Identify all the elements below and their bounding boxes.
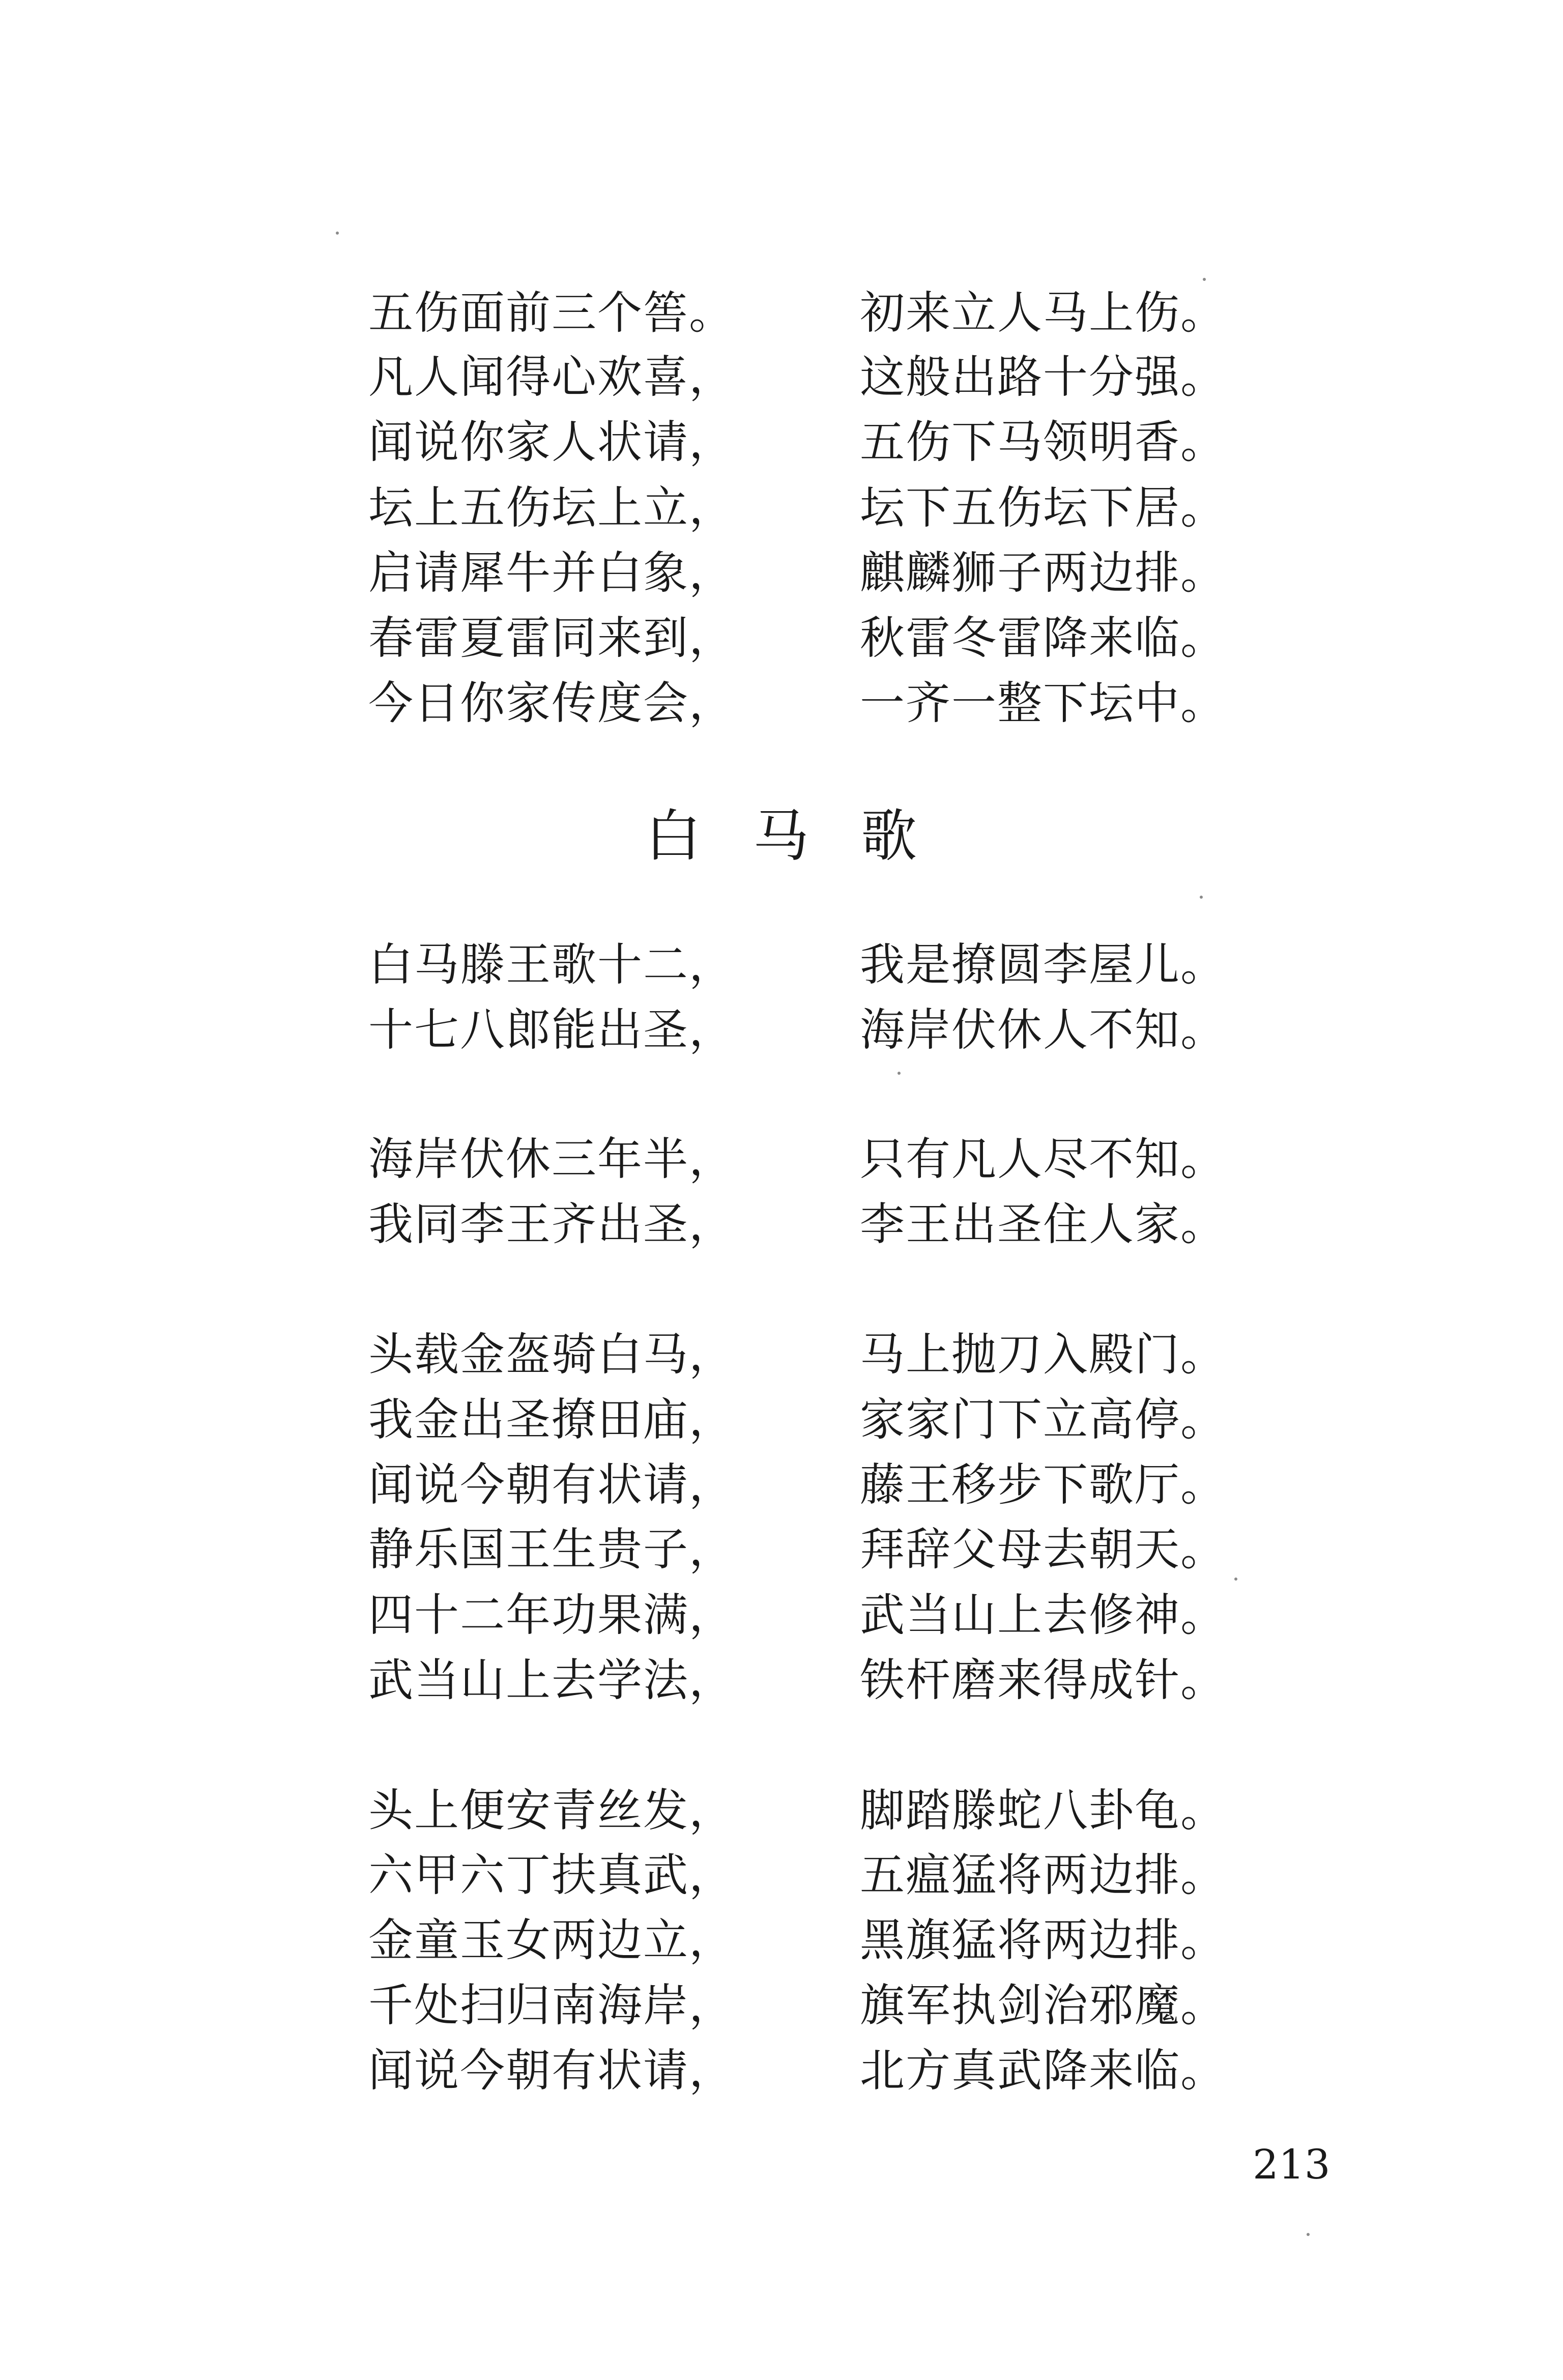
page-number: 213: [1253, 2141, 1330, 2188]
verse-right-8: 我是撩圆李屋儿。: [860, 938, 1227, 991]
scan-speck: [1307, 2233, 1310, 2236]
verse-right-11: 李王出圣住人家。: [860, 1198, 1227, 1250]
verse-left-18: 头上便安青丝发，: [368, 1784, 735, 1837]
verse-left-12: 头载金盔骑白马，: [368, 1328, 735, 1381]
verse-right-10: 只有凡人尽不知。: [860, 1133, 1227, 1185]
verse-left-1: 五伤面前三个筶。: [368, 286, 735, 339]
title-char-1: 白: [645, 804, 702, 869]
verse-left-22: 闻说今朝有状请，: [368, 2044, 735, 2097]
verse-right-22: 北方真武降来临。: [860, 2044, 1227, 2097]
verse-right-15: 拜辞父母去朝天。: [860, 1523, 1227, 1575]
verse-right-6: 秋雷冬雷降来临。: [860, 612, 1227, 664]
verse-left-9: 十七八郎能出圣，: [368, 1003, 735, 1056]
verse-right-20: 黑旗猛将两边排。: [860, 1914, 1227, 1966]
verse-right-2: 这般出路十分强。: [860, 351, 1227, 403]
verse-right-5: 麒麟狮子两边排。: [860, 547, 1227, 599]
verse-left-3: 闻说你家人状请，: [368, 416, 735, 468]
verse-right-19: 五瘟猛将两边排。: [860, 1849, 1227, 1901]
verse-right-17: 铁杆磨来得成针。: [860, 1654, 1227, 1706]
verse-right-21: 旗军执剑治邪魔。: [860, 1979, 1227, 2031]
verse-right-3: 五伤下马领明香。: [860, 416, 1227, 468]
scan-speck: [1203, 278, 1206, 281]
verse-left-2: 凡人闻得心欢喜，: [368, 351, 735, 403]
verse-left-17: 武当山上去学法，: [368, 1654, 735, 1706]
verse-right-7: 一齐一整下坛中。: [860, 677, 1227, 729]
verse-left-5: 启请犀牛并白象，: [368, 547, 735, 599]
verse-right-18: 脚踏滕蛇八卦龟。: [860, 1784, 1227, 1837]
verse-left-4: 坛上五伤坛上立，: [368, 481, 735, 534]
verse-right-16: 武当山上去修神。: [860, 1589, 1227, 1641]
verse-right-4: 坛下五伤坛下居。: [860, 481, 1227, 534]
scan-speck: [1200, 896, 1203, 899]
verse-left-6: 春雷夏雷同来到，: [368, 612, 735, 664]
section-title: [0, 804, 1563, 869]
verse-right-9: 海岸伏休人不知。: [860, 1003, 1227, 1056]
verse-right-1: 初来立人马上伤。: [860, 286, 1227, 339]
title-char-3: 歌: [861, 804, 918, 869]
verse-left-7: 今日你家传度会，: [368, 677, 735, 729]
verse-left-15: 静乐国王生贵子，: [368, 1523, 735, 1575]
verse-left-19: 六甲六丁扶真武，: [368, 1849, 735, 1901]
scan-speck: [1234, 1578, 1237, 1581]
verse-right-12: 马上抛刀入殿门。: [860, 1328, 1227, 1381]
verse-left-11: 我同李王齐出圣，: [368, 1198, 735, 1250]
verse-left-13: 我金出圣撩田庙，: [368, 1393, 735, 1446]
verse-left-16: 四十二年功果满，: [368, 1589, 735, 1641]
verse-right-13: 家家门下立高停。: [860, 1393, 1227, 1446]
title-char-2: 马: [753, 804, 810, 869]
verse-left-8: 白马滕王歌十二，: [368, 938, 735, 991]
verse-right-14: 藤王移步下歌厅。: [860, 1458, 1227, 1511]
scan-speck: [336, 232, 339, 235]
verse-left-20: 金童玉女两边立，: [368, 1914, 735, 1966]
verse-left-14: 闻说今朝有状请，: [368, 1458, 735, 1511]
scan-speck: [898, 1072, 901, 1075]
verse-left-10: 海岸伏休三年半，: [368, 1133, 735, 1185]
verse-left-21: 千处扫归南海岸，: [368, 1979, 735, 2031]
